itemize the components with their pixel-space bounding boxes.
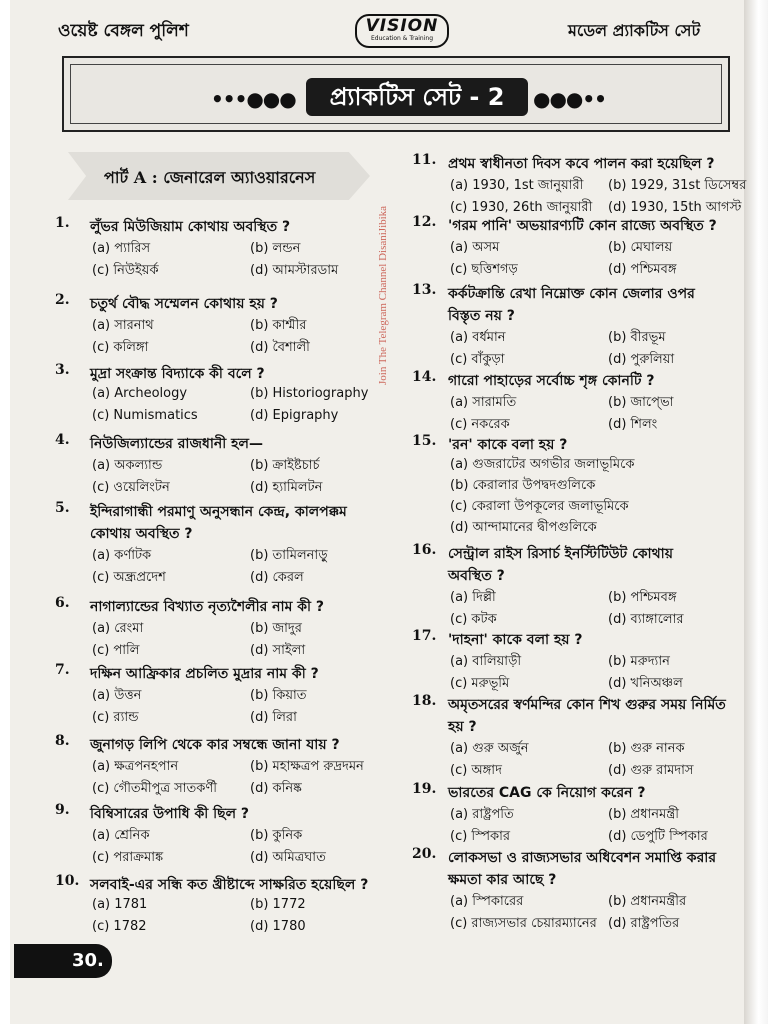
option-d: (d) পশ্চিমবঙ্গ: [608, 262, 677, 277]
question-number: 14.: [412, 369, 437, 385]
question-number: 2.: [55, 292, 70, 308]
question-text: নিউজিল্যান্ডের রাজধানী হল—: [90, 436, 263, 452]
option-d: (d) সাইলা: [250, 643, 306, 658]
option-a: (a) কর্ণাটক: [92, 548, 152, 563]
option-c: (c) অঙ্গাদ: [450, 763, 502, 778]
watermark: Join The Telegram Channel DisaniJibika: [377, 205, 389, 385]
question-number: 20.: [412, 846, 437, 862]
question-number: 19.: [412, 781, 437, 797]
logo-subtitle: Education & Training: [370, 35, 434, 42]
page-number: 30.: [14, 944, 112, 978]
option-c: (c) গৌতমীপুত্র সাতকর্ণী: [92, 781, 217, 796]
question-number: 8.: [55, 733, 70, 749]
option-b: (b) জাপ্ভো: [608, 395, 674, 410]
question-text: 'রন' কাকে বলা হয় ?: [448, 437, 568, 453]
option-b: (b) প্রধানমন্ত্রী: [608, 807, 680, 822]
page-edge: [744, 0, 768, 1024]
option-d: (d) খনিঅঞ্চল: [608, 676, 683, 691]
option-d: (d) আমস্টারডাম: [250, 263, 339, 278]
question-text: দক্ষিন আফ্রিকার প্রচলিত মুদ্রার নাম কী ?: [90, 666, 319, 682]
option-d: (d) পুরুলিয়া: [608, 352, 675, 367]
question-text: চতুর্থ বৌদ্ধ সম্মেলন কোথায় হয় ?: [90, 296, 278, 312]
question-number: 1.: [55, 215, 70, 231]
option-a: (a) স্পিকারের: [450, 894, 524, 909]
option-c: (c) নকরেক: [450, 417, 510, 432]
option-b: (b) জাদুর: [250, 621, 302, 636]
question-text: ইন্দিরাগান্ধী পরমাণু অনুসন্ধান কেন্দ্র, কালপক্কম: [90, 504, 347, 520]
option-b: (b) বীরভূম: [608, 330, 666, 345]
option-c: (c) পালি: [92, 643, 140, 658]
option-d: (d) অমিত্রঘাত: [250, 850, 326, 865]
option-c: (c) ওয়েলিংটন: [92, 480, 170, 495]
question-number: 3.: [55, 362, 70, 378]
option-d: (d) ডেপুটি স্পিকার: [608, 829, 708, 844]
option-c: (c) কলিঙ্গা: [92, 340, 149, 355]
question-number: 16.: [412, 542, 437, 558]
option-c: (c) অন্ধ্রপ্রদেশ: [92, 570, 166, 585]
option-d: (d) কনিষ্ক: [250, 781, 302, 796]
question-number: 9.: [55, 802, 70, 818]
option-a: (a) সারনাথ: [92, 318, 154, 333]
question-text: কর্কটক্রান্তি রেখা নিম্নোক্ত কোন জেলার ওপর: [448, 286, 695, 302]
header-right: মডেল প্র্যাকটিস সেট: [568, 21, 701, 40]
question-text: 'গরম পানি' অভয়ারণ্যটি কোন রাজ্যে অবস্থিত ?: [448, 218, 717, 234]
question-text-cont: বিস্তৃত নয় ?: [448, 308, 515, 324]
option-a: (a) রেংমা: [92, 621, 144, 636]
option-d: (d) Epigraphy: [250, 408, 339, 423]
question-text: ভারতের CAG কে নিয়োগ করেন ?: [448, 785, 646, 801]
question-number: 6.: [55, 595, 70, 611]
option-a: (a) ক্ষত্রপনহপান: [92, 759, 179, 774]
option-a: (a) গুজরাটের অগভীর জলাভূমিকে: [450, 457, 635, 472]
question-text: গারো পাহাড়ের সর্বোচ্চ শৃঙ্গ কোনটি ?: [448, 373, 655, 389]
option-d: (d) শিলং: [608, 417, 658, 432]
question-text: সেন্ট্রাল রাইস রিসার্চ ইনস্টিটিউট কোথায়: [448, 546, 673, 562]
option-b: (b) কুনিক: [250, 828, 303, 843]
option-a: (a) বর্ধমান: [450, 330, 506, 345]
option-a: (a) প্যারিস: [92, 241, 151, 256]
option-b: (b) কাশ্মীর: [250, 318, 307, 333]
logo-title: VISION: [365, 16, 439, 36]
banner-title: প্র্যাকটিস সেট - 2: [306, 78, 528, 116]
option-d: (d) কেরল: [250, 570, 304, 585]
option-d: (d) হ্যামিলটন: [250, 480, 323, 495]
question-number: 11.: [412, 152, 437, 168]
vision-logo: [355, 14, 449, 48]
option-c: (c) ছত্তিশগড়: [450, 262, 518, 277]
option-b: (b) মহাক্ষত্রপ রুদ্রদমন: [250, 759, 364, 774]
option-a: (a) 1781: [92, 897, 148, 912]
question-number: 10.: [55, 873, 80, 889]
question-text-cont: হয় ?: [448, 719, 477, 735]
question-text-cont: কোথায় অবস্থিত ?: [90, 526, 193, 542]
question-number: 12.: [412, 214, 437, 230]
option-a: (a) অসম: [450, 240, 500, 255]
option-c: (c) র‍্যান্ড: [92, 710, 139, 725]
option-b: (b) লন্ডন: [250, 241, 301, 256]
option-b: (b) ক্রাইষ্টচার্চ: [250, 458, 320, 473]
question-text: সলবাই-এর সন্ধি কত খ্রীষ্টাব্দে সাক্ষরিত হয়েছিল ?: [90, 877, 369, 893]
option-a: (a) শ্রেনিক: [92, 828, 150, 843]
option-b: (b) প্রধানমন্ত্রীর: [608, 894, 687, 909]
question-text: বিম্বিসারের উপাধি কী ছিল ?: [90, 806, 250, 822]
question-text: জুনাগড় লিপি থেকে কার সম্বন্ধে জানা যায় ?: [90, 737, 340, 753]
option-a: (a) সারামতি: [450, 395, 517, 410]
question-number: 15.: [412, 433, 437, 449]
question-number: 18.: [412, 693, 437, 709]
option-a: (a) গুরু অর্জুন: [450, 741, 529, 756]
question-text: নাগাল্যান্ডের বিখ্যাত নৃত্যশৈলীর নাম কী ?: [90, 599, 325, 615]
question-text: প্রথম স্বাধীনতা দিবস কবে পালন করা হয়েছিল ?: [448, 156, 715, 172]
banner-dots-left: •••●●●: [211, 87, 296, 111]
option-c: (c) মরুভূমি: [450, 676, 510, 691]
option-c: (c) স্পিকার: [450, 829, 511, 844]
option-b: (b) কিয়াত: [250, 688, 307, 703]
option-c: (c) 1782: [92, 919, 147, 934]
option-c: (c) রাজ্যসভার চেয়ারম্যানের: [450, 916, 597, 931]
title-banner: [62, 56, 730, 132]
option-c: (c) নিউইয়র্ক: [92, 263, 159, 278]
question-text: মুদ্রা সংক্রান্ত বিদ্যাকে কী বলে ?: [90, 366, 265, 382]
question-number: 5.: [55, 500, 70, 516]
option-d: (d) বৈশালী: [250, 340, 310, 355]
option-d: (d) গুরু রামদাস: [608, 763, 694, 778]
option-c: (c) কেরালা উপকূলের জলাভূমিকে: [450, 499, 629, 514]
option-a: (a) 1930, 1st জানুয়ারী: [450, 178, 584, 193]
option-a: (a) অকল্যান্ড: [92, 458, 163, 473]
question-text: লুঁভর মিউজিয়াম কোথায় অবস্থিত ?: [90, 219, 291, 235]
option-b: (b) কেরালার উপদ্বদগুলিকে: [450, 478, 596, 493]
question-number: 17.: [412, 628, 437, 644]
question-text: লোকসভা ও রাজ্যসভার অধিবেশন সমাপ্তি করার: [448, 850, 717, 866]
question-text-cont: অবস্থিত ?: [448, 568, 505, 584]
option-c: (c) পরাক্রমাঙ্ক: [92, 850, 164, 865]
option-a: (a) দিল্লী: [450, 590, 496, 605]
option-c: (c) Numismatics: [92, 408, 198, 423]
option-d: (d) 1780: [250, 919, 306, 934]
option-b: (b) পশ্চিমবঙ্গ: [608, 590, 677, 605]
header-left: ওয়েষ্ট বেঙ্গল পুলিশ: [58, 21, 189, 41]
option-b: (b) মরুদ্যান: [608, 654, 670, 669]
option-c: (c) কটক: [450, 612, 497, 627]
option-a: (a) বালিয়াড়ী: [450, 654, 522, 669]
question-number: 4.: [55, 432, 70, 448]
part-heading-label: পার্ট A : জেনারেল অ্যাওয়ারনেস: [104, 168, 316, 187]
option-d: (d) আন্দামানের দ্বীপগুলিকে: [450, 520, 597, 535]
option-b: (b) গুরু নানক: [608, 741, 685, 756]
question-number: 13.: [412, 282, 437, 298]
option-d: (d) রাষ্ট্রপতির: [608, 916, 680, 931]
question-text: 'দাহনা' কাকে বলা হয় ?: [448, 632, 583, 648]
option-a: (a) রাষ্ট্রপতি: [450, 807, 514, 822]
option-b: (b) তামিলনাড়ু: [250, 548, 328, 563]
option-d: (d) 1930, 15th আগস্ট: [608, 200, 742, 215]
part-heading: [68, 152, 370, 200]
question-number: 7.: [55, 662, 70, 678]
option-d: (d) লিরা: [250, 710, 297, 725]
question-text-cont: ক্ষমতা কার আছে ?: [448, 872, 557, 888]
option-b: (b) মেঘালয়: [608, 240, 673, 255]
question-text: অমৃতসরের স্বর্ণমন্দির কোন শিখ গুরুর সময় নির্মিত: [448, 697, 726, 713]
option-b: (b) 1772: [250, 897, 306, 912]
banner-dots-right: ●●●••: [533, 87, 606, 111]
banner-frame: [70, 64, 722, 124]
option-a: (a) উত্তন: [92, 688, 142, 703]
option-c: (c) বাঁকুড়া: [450, 352, 505, 367]
option-b: (b) Historiography: [250, 386, 369, 401]
option-d: (d) ব্যাঙ্গালোর: [608, 612, 684, 627]
option-b: (b) 1929, 31st ডিসেম্বর: [608, 178, 747, 193]
option-a: (a) Archeology: [92, 386, 188, 401]
option-c: (c) 1930, 26th জানুয়ারী: [450, 200, 593, 215]
